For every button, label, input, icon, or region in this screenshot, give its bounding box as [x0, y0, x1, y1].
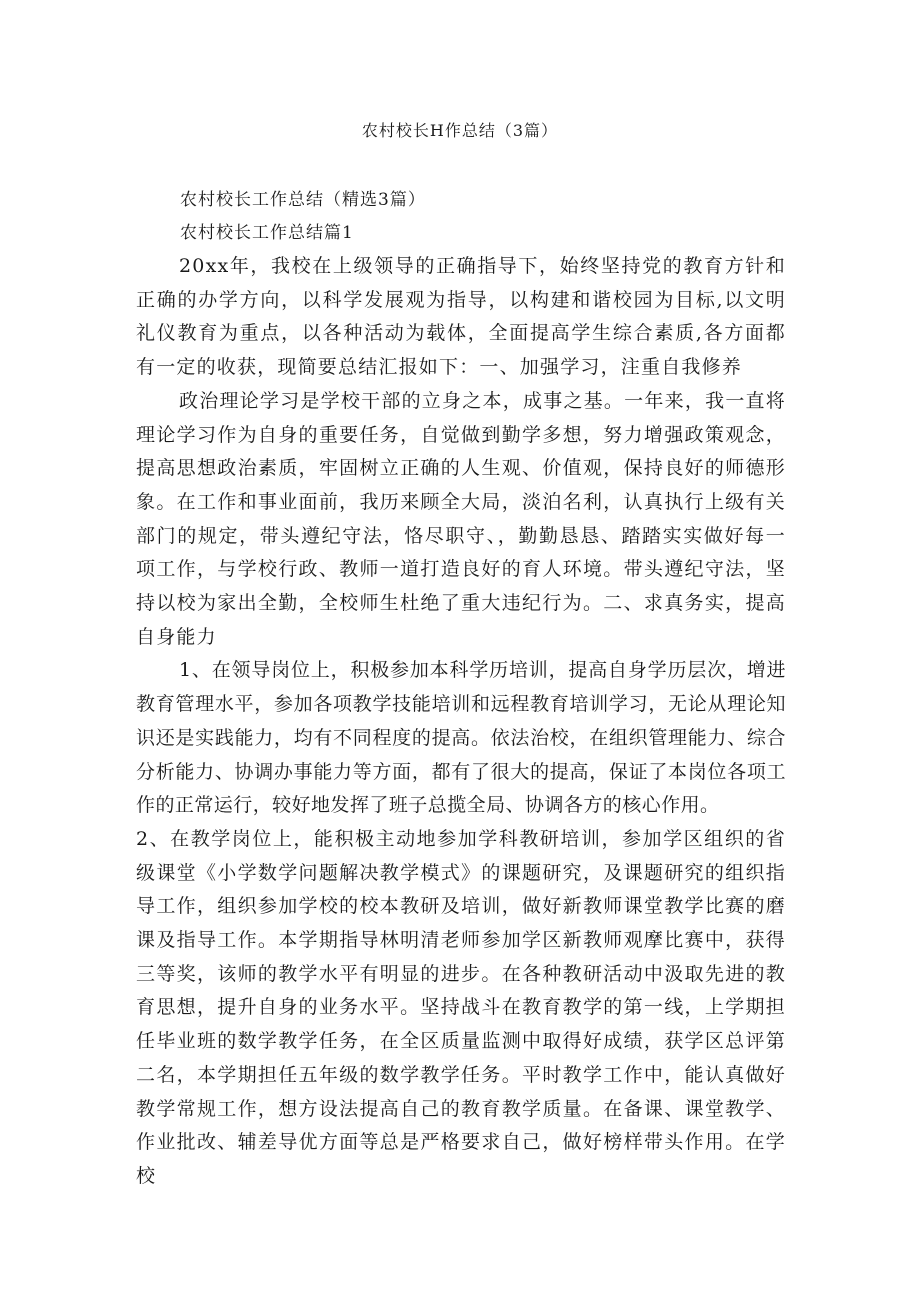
paragraph-study: 政治理论学习是学校干部的立身之本，成事之基。一年来，我一直将理论学习作为自身的重要任务，自觉做到勤学多想，努力增强政策观念，提高思想政治素质，牢固树立正确的人生观、价值观，保持良好的师德形象。在工作和事业面前，我历来顾全大局，淡泊名利，认真执行上级有关部门的规定，带头遵纪守法，恪尽职守、，勤勤恳恳、踏踏实实做好每一项工作，与学校行政、教师一道打造良好的育人环境。带头遵纪守法，坚持以校为家出全勤，全校师生杜绝了重大违纪行为。二、求真务实，提高自身能力	[136, 389, 786, 648]
paragraph-intro: 20xx年，我校在上级领导的正确指导下，始终坚持党的教育方针和正确的办学方向，以科学发展观为指导，以构建和谐校园为目标,以文明礼仪教育为重点，以各种活动为载体，全面提高学生综合素质,各方面都有一定的收获，现简要总结汇报如下：一、加强学习，注重自我修养	[136, 255, 786, 379]
paragraph-leadership: 1、在领导岗位上，积极参加本科学历培训，提高自身学历层次，增进教育管理水平，参加各项教学技能培训和远程教育培训学习，无论从理论知识还是实践能力，均有不同程度的提高。依法治校，在组织管理能力、综合分析能力、协调办事能力等方面，都有了很大的提高，保证了本岗位各项工作的正常运行，较好地发挥了班子总揽全局、协调各方的核心作用。	[136, 659, 786, 817]
document-title: 农村校长H作总结（3篇）	[361, 121, 559, 140]
section-title: 农村校长工作总结篇1	[180, 223, 354, 243]
document-subtitle: 农村校长工作总结（精选3篇）	[180, 190, 426, 210]
paragraph-teaching: 2、在教学岗位上，能积极主动地参加学科教研培训，参加学区组织的省级课堂《小学数学问题解决教学模式》的课题研究，及课题研究的组织指导工作，组织参加学校的校本教研及培训，做好新教师课堂教学比赛的磨课及指导工作。本学期指导林明清老师参加学区新教师观摩比赛中，获得三等奖，该师的教学水平有明显的进步。在各种教研活动中汲取先进的教育思想，提升自身的业务水平。坚持战斗在教育教学的第一线，上学期担任毕业班的数学教学任务，在全区质量监测中取得好成绩，获学区总评第二名，本学期担任五年级的数学教学任务。平时教学工作中，能认真做好教学常规工作，想方设法提高自己的教育教学质量。在备课、课堂教学、作业批改、辅差导优方面等总是严格要求自己，做好榜样带头作用。在学校	[136, 827, 786, 1187]
document-body	[136, 250, 786, 1194]
